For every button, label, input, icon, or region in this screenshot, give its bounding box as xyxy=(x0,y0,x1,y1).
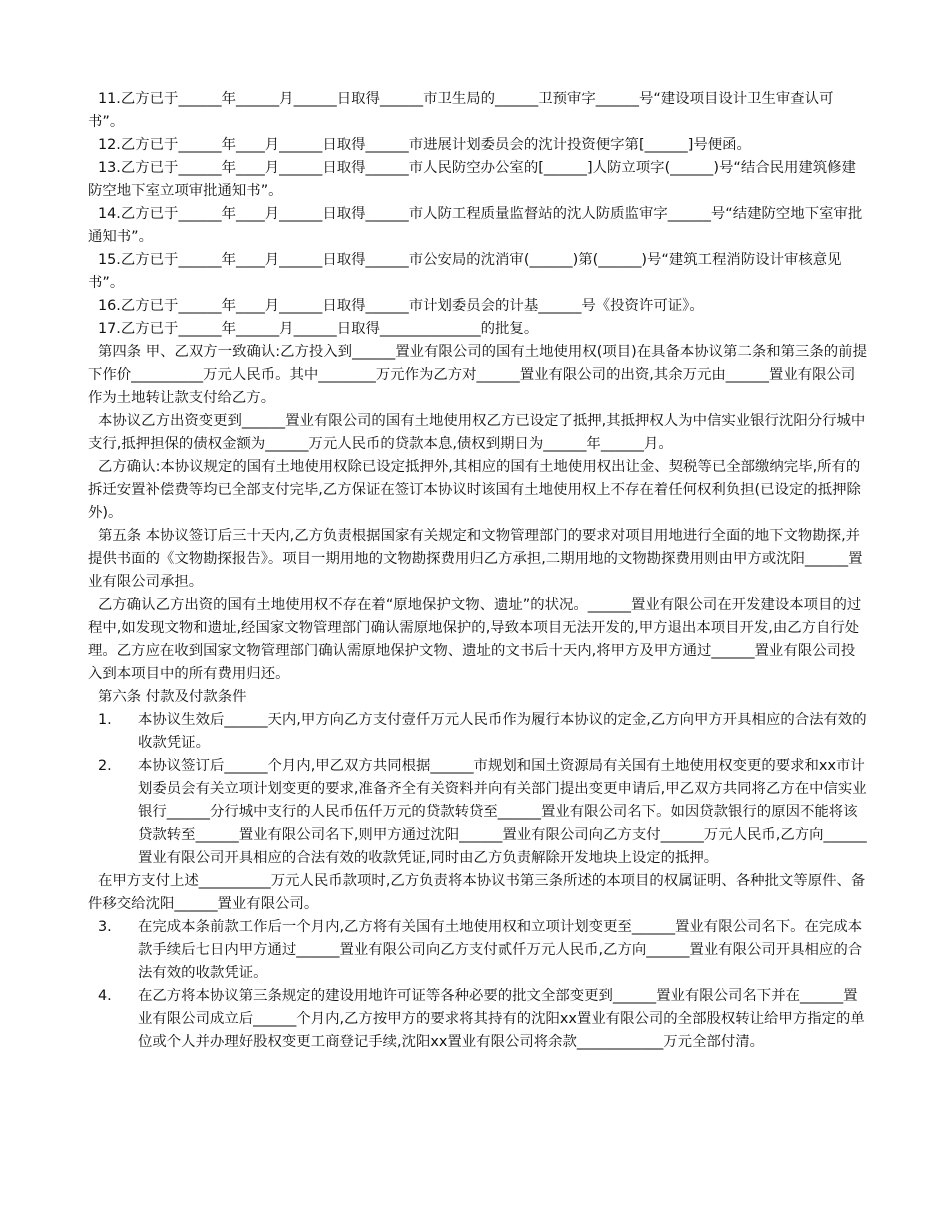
clause-16: 16.乙方已于______年____月______日取得______市计划委员会的计基______号《投资许可证》。 xyxy=(98,298,704,314)
list-item-text: 在完成本条前款工作后一个月内,乙方将有关国有土地使用权和立项计划变更至______置业有限公司名下。在完成本款手续后七日内甲方通过______置业有限公司向乙方支付贰仟万元人民币,乙方向______置业有限公司开具相应的合法有效的收款凭证。 xyxy=(138,919,863,981)
list-item-text: 在乙方将本协议第三条规定的建设用地许可证等各种必要的批文全部变更到______置业有限公司名下并在______置业有限公司成立后______个月内,乙方按甲方的要求将其持有的沈阳xx置业有限公司的全部股权转让给甲方指定的单位或个人并办理好股权变更工商登记手续,沈阳xx置业有限公司将余款____________万元全部付清。 xyxy=(138,988,865,1050)
mortgage-paragraph: 本协议乙方出资变更到______置业有限公司的国有土地使用权乙方已设定了抵押,其抵押权人为中信实业银行沈阳分行城中支行,抵押担保的债权金额为______万元人民币的贷款本息,债权到期日为______年______月。 xyxy=(88,413,866,452)
list-item-text: 本协议签订后______个月内,甲乙双方共同根据______市规划和国土资源局有关国有土地使用权变更的要求和xx市计划委员会有关立项计划变更的要求,准备齐全有关资料并向有关部门提出变更申请后,甲乙双方共同将乙方在中信实业银行______分行城中支行的人民币伍仟万元的贷款转贷至______置业有限公司名下。如因贷款银行的原因不能将该贷款转至______置业有限公司名下,则甲方通过沈阳______置业有限公司向乙方支付______万元人民币,乙方向______置业有限公司开具相应的合法有效的收款凭证,同时由乙方负责解除开发地块上设定的抵押。 xyxy=(138,758,867,866)
payment-list-b xyxy=(88,916,868,1054)
document-page xyxy=(88,88,868,1054)
list-item-text: 本协议生效后______天内,甲方向乙方支付壹仟万元人民币作为履行本协议的定金,乙方向甲方开具相应的合法有效的收款凭证。 xyxy=(138,712,867,751)
confirmation-paragraph: 乙方确认:本协议规定的国有土地使用权除已设定抵押外,其相应的国有土地使用权出让金、契税等已全部缴纳完毕,所有的拆迁安置补偿费等均已全部支付完毕,乙方保证在签订本协议时该国有土地使用权上不存在着任何权利负担(已设定的抵押除外)。 xyxy=(88,459,861,521)
handover-paragraph: 在甲方支付上述__________万元人民币款项时,乙方负责将本协议书第三条所述的本项目的权属证明、各种批文等原件、备件移交给沈阳______置业有限公司。 xyxy=(88,873,866,912)
list-item-number: 2. xyxy=(98,758,112,774)
list-item-number: 3. xyxy=(98,919,112,935)
list-item xyxy=(88,709,868,755)
clause-13: 13.乙方已于______年____月______日取得______市人民防空办公室的[______]人防立项字(______)号“结合民用建筑修建防空地下室立项审批通知书”。 xyxy=(88,160,856,199)
clause-17: 17.乙方已于______年______月______日取得______________的批复。 xyxy=(98,321,539,337)
list-item xyxy=(88,985,868,1054)
clause-11: 11.乙方已于______年______月______日取得______市卫生局的______卫预审字______号“建设项目设计卫生审查认可书”。 xyxy=(88,91,834,130)
relics-paragraph: 乙方确认乙方出资的国有土地使用权不存在着“原地保护文物、遗址”的状况。______置业有限公司在开发建设本项目的过程中,如发现文物和遗址,经国家文物管理部门确认需原地保护的,导致本项目无法开发的,甲方退出本项目开发,由乙方自行处理。乙方应在收到国家文物管理部门确认需原地保护文物、遗址的文书后十天内,将甲方及甲方通过______置业有限公司投入到本项目中的所有费用归还。 xyxy=(88,597,862,682)
list-item xyxy=(88,916,868,985)
payment-list-a xyxy=(88,709,868,870)
article-4: 第四条 甲、乙双方一致确认:乙方投入到______置业有限公司的国有土地使用权(项目)在具备本协议第二条和第三条的前提下作价__________万元人民币。其中________万元作为乙方对______置业有限公司的出资,其余万元由______置业有限公司作为土地转让款支付给乙方。 xyxy=(88,344,867,406)
list-item xyxy=(88,755,868,870)
article-6-heading: 第六条 付款及付款条件 xyxy=(98,689,247,705)
list-item-number: 4. xyxy=(98,988,112,1004)
list-item-number: 1. xyxy=(98,712,112,728)
clause-14: 14.乙方已于______年____月______日取得______市人防工程质量监督站的沈人防质监审字______号“结建防空地下室审批通知书”。 xyxy=(88,206,863,245)
article-5: 第五条 本协议签订后三十天内,乙方负责根据国家有关规定和文物管理部门的要求对项目用地进行全面的地下文物勘探,并提供书面的《文物勘探报告》。项目一期用地的文物勘探费用归乙方承担,二期用地的文物勘探费用则由甲方或沈阳______置业有限公司承担。 xyxy=(88,528,863,590)
clause-12: 12.乙方已于______年____月______日取得______市进展计划委员会的沈计投资便字第[______]号便函。 xyxy=(98,137,751,153)
clause-15: 15.乙方已于______年____月______日取得______市公安局的沈消审(______)第(______)号“建筑工程消防设计审核意见书”。 xyxy=(88,252,842,291)
